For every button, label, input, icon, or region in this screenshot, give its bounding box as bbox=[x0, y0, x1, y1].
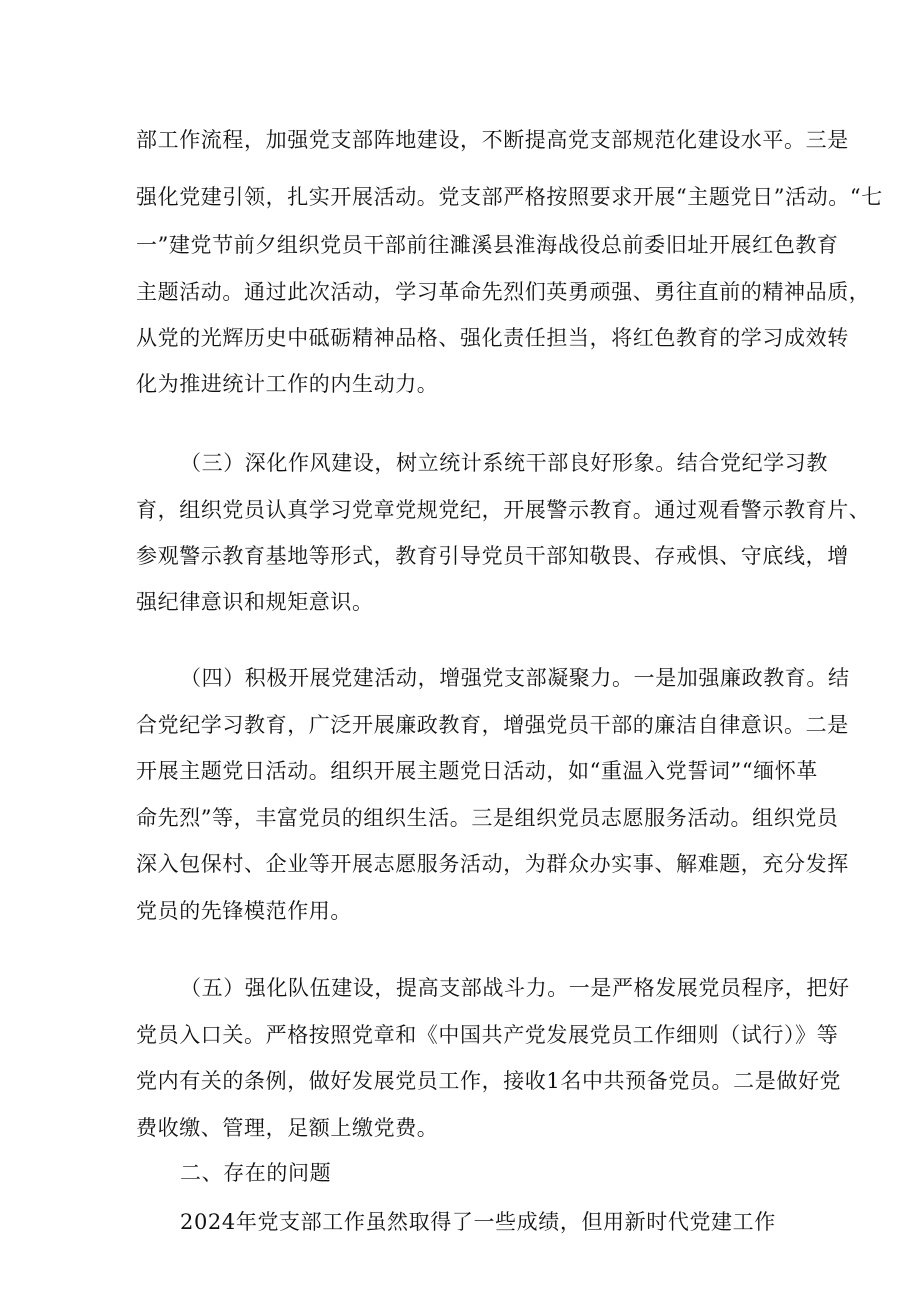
paragraph-line: 费收缴、管理，足额上缴党费。 bbox=[136, 1116, 439, 1140]
paragraph-line: 开展主题党日活动。组织开展主题党日活动，如“重温入党誓词”“缅怀革 bbox=[136, 759, 819, 783]
section-5-line: （五）强化队伍建设，提高支部战斗力。一是严格发展党员程序，把好 bbox=[180, 976, 850, 1000]
paragraph-line: 强化党建引领，扎实开展活动。党支部严格按照要求开展“主题党日”活动。“七 bbox=[136, 185, 883, 209]
paragraph-line: 党员的先锋模范作用。 bbox=[136, 899, 352, 923]
section-4-line: （四）积极开展党建活动，增强党支部凝聚力。一是加强廉政教育。结 bbox=[180, 666, 850, 690]
paragraph-line: 育，组织党员认真学习党章党规党纪，开展警示教育。通过观看警示教育片、 bbox=[136, 498, 871, 522]
paragraph-line: 主题活动。通过此次活动，学习革命先烈们英勇顽强、勇往直前的精神品质， bbox=[136, 280, 871, 304]
paragraph-line: 部工作流程，加强党支部阵地建设，不断提高党支部规范化建设水平。三是 bbox=[136, 128, 849, 152]
paragraph-line: 化为推进统计工作的内生动力。 bbox=[136, 372, 439, 396]
paragraph-line: 参观警示教育基地等形式，教育引导党员干部知敬畏、存戒惧、守底线，增 bbox=[136, 544, 849, 568]
paragraph-line: 党员入口关。严格按照党章和《中国共产党发展党员工作细则（试行）》等 bbox=[136, 1023, 839, 1047]
section-3-line: （三）深化作风建设，树立统计系统干部良好形象。结合党纪学习教 bbox=[180, 451, 828, 475]
paragraph-line: 强纪律意识和规矩意识。 bbox=[136, 590, 374, 614]
paragraph-line: 合党纪学习教育，广泛开展廉政教育，增强党员干部的廉洁自律意识。二是 bbox=[136, 713, 849, 737]
paragraph-line: 2024年党支部工作虽然取得了一些成绩，但用新时代党建工作 bbox=[180, 1210, 776, 1234]
paragraph-line: 深入包保村、企业等开展志愿服务活动，为群众办实事、解难题，充分发挥 bbox=[136, 852, 849, 876]
paragraph-line: 命先烈”等，丰富党员的组织生活。三是组织党员志愿服务活动。组织党员 bbox=[136, 806, 839, 830]
paragraph-line: 从党的光辉历史中砥砺精神品格、强化责任担当，将红色教育的学习成效转 bbox=[136, 326, 849, 350]
section-heading: 二、存在的问题 bbox=[180, 1161, 332, 1185]
paragraph-line: 一”建党节前夕组织党员干部前往濉溪县淮海战役总前委旧址开展红色教育 bbox=[136, 233, 839, 257]
paragraph-line: 党内有关的条例，做好发展党员工作，接收1名中共预备党员。二是做好党 bbox=[136, 1069, 842, 1093]
